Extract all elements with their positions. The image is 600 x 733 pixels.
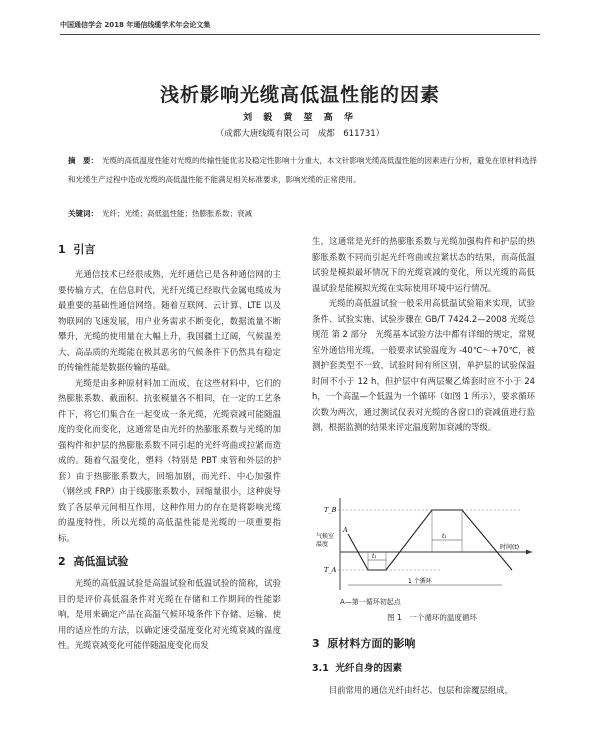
- left-column: [58, 242, 281, 654]
- y-label-2: 温度: [316, 541, 329, 548]
- x-axis-label: 时间(t): [500, 544, 520, 551]
- paragraph: 目前常用的通信光纤由纤芯、包层和涂覆层组成，: [328, 685, 514, 695]
- section-3-1-heading: [312, 661, 535, 677]
- keywords: [68, 208, 542, 220]
- section-number: 3.1: [312, 663, 329, 674]
- keywords-text: 光纤；光缆；高低温性能；热膨胀系数；衰减: [102, 209, 252, 218]
- figure-note: A—第一循环初起点: [340, 598, 401, 606]
- paper-affiliation: （成都大唐线缆有限公司 成都 611731）: [215, 129, 385, 139]
- paper-authors: 刘 毅 黄 堃 高 华: [243, 113, 357, 123]
- section-number: 1: [58, 243, 66, 256]
- paragraph: 光缆的高低温试验是高温试验和低温试验的简称，试验目的是评价高低温条件对光缆在存储和工作期间的性能影响，是用来确定产品在高温气候环境条件下存储、运输、使用的适应性的方法，以确定速受温度变化对光缆衰减的温度性。光缆衰减变化可能伴随温度变化而发: [58, 578, 281, 650]
- tb-label: T_B: [324, 506, 337, 514]
- paragraph: 光通信技术已经很成熟，光纤通信已是各种通信网的主要传输方式，在信息时代，光纤光缆已经取代金属电缆成为最重要的基础性通信网络。随着互联网、云计算、LTE 以及物联网的飞速发展，用户业务需求不断变化，数据流量不断攀升，光缆的使用量在大幅上升，我国疆土辽阔，气候温差大，高品质的光缆能在极其恶劣的气候条件下仍然具有稳定的传输性能是数据传输的基础。: [58, 269, 281, 372]
- section-title: 引言: [73, 243, 96, 256]
- section-number: 2: [58, 555, 66, 568]
- paragraph: 生，这通常是光纤的热膨胀系数与光缆加强构件和护层的热膨胀系数不同而引起光纤弯曲或拉紧状态的结果，而高低温试验是模拟最坏情况下的光缆衰减的变化，所以光缆的高低温试验是能模拟光缆在实际使用环境中运行情况。: [312, 236, 535, 293]
- figure-caption: 图 1 一个循环的温度循环: [387, 613, 477, 622]
- abstract: [68, 151, 542, 189]
- abstract-label: 摘 要：: [68, 156, 98, 165]
- section-2-heading: [58, 554, 281, 570]
- ta-label: T_A: [324, 566, 337, 574]
- section-title: 原材料方面的影响: [327, 637, 416, 650]
- t2-label: t₁: [442, 533, 447, 540]
- section-1-heading: [58, 242, 281, 258]
- keywords-label: 关键词：: [68, 209, 98, 218]
- section-3-heading: [312, 636, 535, 652]
- right-column-top: [312, 234, 535, 436]
- section-number: 3: [312, 637, 320, 650]
- section-title: 光纤自身的因素: [335, 663, 402, 674]
- x-axis-arrow: [526, 550, 532, 555]
- right-column-bottom: [312, 636, 535, 699]
- t1-label: t₁: [372, 553, 377, 560]
- paragraph: 光缆是由多种原材料加工而成，在这些材料中，它们的热膨胀系数、截面积、抗张模量各不相同，在一定的工艺条件下，将它们集合在一起变成一条光缆，光缆衰减可能随温度的变化而变化，这通常是由光纤的热膨胀系数与光缆的加强构件和护层的热膨胀系数不同引起的光纤弯曲或拉紧而造成的。随着气温变化，塑料（特别是 PBT 束管和外层的护套）由于热膨胀系数大，回缩加剧，而光纤、中心加强件（钢丝或 FRP）由于线膨胀系数小，回缩量很小，这种旋导致了各层单元间相互作用，这种作用力的存在是将影响光缆的温度特性，所以光缆的高低温性能是光缆的一项重要指标。: [58, 377, 281, 543]
- paper-title: 浅析影响光缆高低温性能的因素: [159, 84, 440, 106]
- y-label-1: 气候室: [316, 533, 335, 540]
- running-header: 中国通信学会 2018 年通信线缆学术年会论文集: [60, 21, 211, 29]
- point-a-label: A: [343, 526, 348, 534]
- abstract-text: 光缆的高低温度性能对光缆的传输性能优劣及稳定性影响十分重大，本文针影响光缆高低温性能的因素进行分析，避免在原材料选择和光缆生产过程中造成光缆的高低温性能不能满足相关标准要求，影响光缆的正常使用。: [68, 156, 537, 184]
- cycle-label: 1 个循环: [408, 578, 432, 585]
- temperature-cycle-figure: [312, 490, 542, 630]
- temperature-curve: [348, 510, 512, 570]
- section-title: 高低温试验: [73, 555, 129, 568]
- header-rule: [60, 34, 540, 35]
- paragraph: 光缆的高低温试验一般采用高低温试验箱来实现，试验条件、试验实施、试验步骤在 GB/T 7424.2—2008 光缆总规范 第 2 部分 光缆基本试验方法中都有详细的规定，常规室外通信用光缆，一般要求试验温度为 -40℃～+70℃，被测护套类型不一致，试验时间有所区别，单护层的试验保温时间不小于 12 h，但护层中有两层聚乙烯套时应不小于 24 h，一个高温—个低温为一个循环（如图 1 所示），要求循环次数为两次，通过测试仪表对光缆的各窗口的衰减值进行监测，根据监测的结果来评定温度附加衰减的等级。: [312, 298, 535, 432]
